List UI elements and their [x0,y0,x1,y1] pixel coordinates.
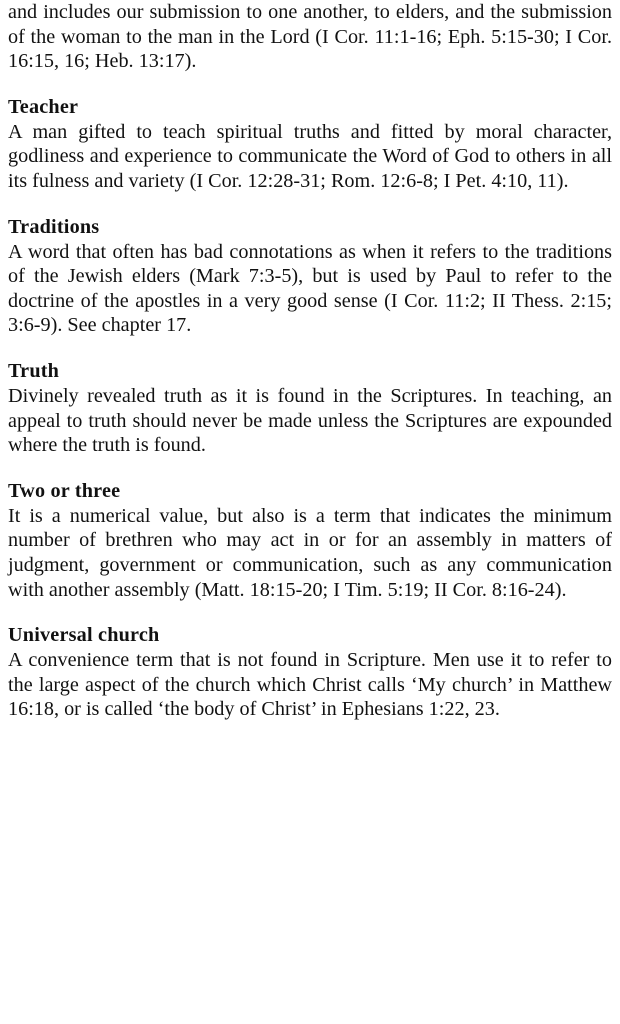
glossary-term: Truth [8,359,60,382]
glossary-term: Universal church [8,624,160,647]
glossary-entry-two-or-three [8,478,612,602]
glossary-page [8,0,612,722]
glossary-entry-traditions [8,214,612,338]
glossary-definition: A man gifted to teach spiritual truths and fitted by moral character, godliness and experience to communicate the Word of God to others in all its fulness and variety (I Cor. 12:28-31; Rom. 12:6-8; I Pet. 4:10, 11). [8,120,612,192]
glossary-term: Teacher [8,95,79,118]
glossary-definition: A convenience term that is not found in Scripture. Men use it to refer to the large aspect of the church which Christ calls ‘My church’ in Matthew 16:18, or is called ‘the body of Christ’ in Ephesians 1:22, 23. [8,649,612,721]
intro-paragraph: and includes our submission to one another, to elders, and the submission of the woman to the man in the Lord (I Cor. 11:1-16; Eph. 5:15-30; I Cor. 16:15, 16; Heb. 13:17). [8,1,612,73]
glossary-entry-truth [8,358,612,458]
glossary-term: Two or three [8,479,121,502]
glossary-definition: Divinely revealed truth as it is found in the Scriptures. In teaching, an appeal to truth should never be made unless the Scriptures are expounded where the truth is found. [8,384,612,457]
glossary-entry-universal-church [8,622,612,722]
glossary-definition: It is a numerical value, but also is a term that indicates the minimum number of brethren who may act in or for an assembly in matters of judgment, government or communication, such as any communication with another assembly (Matt. 18:15-20; I Tim. 5:19; II Cor. 8:16-24). [8,504,612,601]
glossary-term: Traditions [8,215,100,238]
glossary-entry-teacher [8,94,612,194]
glossary-definition: A word that often has bad connotations as when it refers to the traditions of the Jewish elders (Mark 7:3-5), but is used by Paul to refer to the doctrine of the apostles in a very good sense (I Cor. 11:2; II Thess. 2:15; 3:6-9). See chapter 17. [8,240,612,337]
